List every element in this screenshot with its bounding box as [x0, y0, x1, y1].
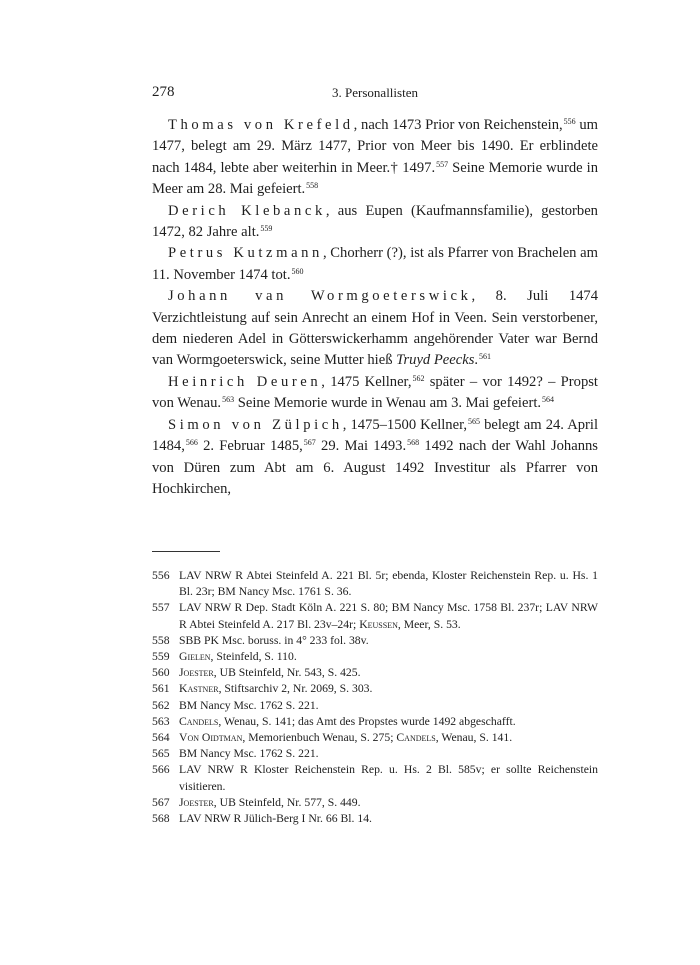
- footnote-text-part: LAV NRW R Jülich-Berg I Nr. 66 Bl. 14.: [179, 812, 372, 826]
- footnote-text-part: , Stiftsarchiv 2, Nr. 2069, S. 303.: [218, 682, 373, 696]
- author-name: Kastner: [179, 682, 219, 696]
- footnote: [152, 698, 598, 714]
- footnote-text: [179, 698, 598, 714]
- page-header: [152, 84, 598, 104]
- footnote-text: [179, 649, 598, 665]
- footnote-number: 565: [152, 747, 170, 761]
- entry-text: belegt am 24. April 1484,: [152, 416, 598, 455]
- author-name: Candels: [179, 714, 219, 728]
- author-name: Gielen: [179, 650, 211, 664]
- footnotes: [152, 568, 598, 827]
- entry-paragraph: [152, 243, 598, 286]
- entry-text: um 1477, belegt am 29. März 1477, Prior von Meer bis 1490. Er erblindete nach 1484, lebte aber weiterhin in Meer.† 1497.: [152, 117, 599, 176]
- entry-text: , 8. Juli 1474 Verzichtleistung auf sein Anrecht an einem Hof in Veen. Sein verstorbener, dem niederen Adel in Götterswickerhamm angehörender Vater war Bernd van Wormgoeterswick, seine Mutter hieß: [152, 288, 599, 369]
- footnote-number: 558: [152, 633, 170, 647]
- footnote-reference: 564: [542, 395, 555, 405]
- footnote-reference: 561: [479, 352, 492, 362]
- entry-text: , Chorherr (?), ist als Pfarrer von Brachelen am 11. November 1474 tot.: [152, 245, 598, 283]
- footnote-reference: 560: [291, 266, 304, 276]
- person-name: Thomas von Krefeld: [168, 117, 354, 133]
- entry-paragraph: [152, 115, 598, 201]
- footnote-number: 563: [152, 714, 170, 728]
- footnote-text: [179, 795, 598, 811]
- footnote-reference: 568: [407, 438, 420, 448]
- footnote-text: [179, 746, 598, 762]
- footnote-text: [179, 730, 598, 746]
- footnote-number: 564: [152, 731, 170, 745]
- footnote: [152, 714, 598, 730]
- entry-text: 2. Februar 1485,: [197, 438, 303, 455]
- footnote-reference: 558: [306, 181, 319, 191]
- footnote-text: [179, 811, 598, 827]
- footnote-text-part: , Memorienbuch Wenau, S. 275;: [242, 731, 397, 745]
- page-number: 278: [152, 84, 175, 100]
- footnote: [152, 681, 598, 697]
- footnote-number: 557: [152, 601, 170, 615]
- footnote: [152, 762, 598, 794]
- footnote-text-part: LAV NRW R Abtei Steinfeld A. 221 Bl. 5r; ebenda, Kloster Reichenstein Rep. u. Hs. 1 Bl. 23r; BM Nancy Msc. 1761 S. 36.: [179, 569, 598, 599]
- footnote: [152, 633, 598, 649]
- entry-text: Seine Memorie wurde in Meer am 28. Mai gefeiert.: [152, 159, 598, 198]
- footnote-reference: 563: [222, 395, 235, 405]
- footnote-text-part: LAV NRW R Kloster Reichenstein Rep. u. Hs. 2 Bl. 585v; er sollte Reichenstein visitieren.: [179, 763, 598, 793]
- footnote: [152, 568, 598, 600]
- footnote: [152, 795, 598, 811]
- entry-text: Seine Memorie wurde in Wenau am 3. Mai gefeiert.: [234, 395, 542, 412]
- footnote-reference: 562: [412, 373, 425, 383]
- author-name: Joester: [179, 795, 214, 809]
- footnote-number: 556: [152, 569, 170, 582]
- entry-text: , aus Eupen (Kaufmannsfamilie), gestorben 1472, 82 Jahre alt.: [152, 202, 598, 241]
- footnote: [152, 730, 598, 746]
- footnote: [152, 649, 598, 665]
- footnote-reference: 557: [436, 159, 449, 169]
- footnote: [152, 811, 598, 827]
- footnote-number: 566: [152, 763, 170, 777]
- footnote-text-part: LAV NRW R Dep. Stadt Köln A. 221 S. 80; BM Nancy Msc. 1758 Bl. 237r; LAV NRW R Abtei Steinfeld A. 217 Bl. 23v–24r;: [179, 601, 598, 631]
- footnote-number: 560: [152, 666, 170, 680]
- person-name: Heinrich Deuren: [168, 373, 322, 390]
- author-name: Joester: [179, 666, 214, 680]
- entry-text: , 1475–1500 Kellner,: [342, 416, 468, 433]
- footnote-text-part: , Wenau, S. 141; das Amt des Propstes wurde 1492 abgeschafft.: [218, 714, 516, 728]
- person-name: Petrus Kutzmann: [168, 245, 323, 262]
- entry-italic-text: Truyd Peecks: [396, 352, 475, 369]
- author-name: Von Oidtman: [179, 731, 243, 745]
- entry-paragraph: [152, 372, 598, 415]
- footnote-reference: 556: [563, 117, 576, 126]
- footnote: [152, 600, 598, 632]
- entry-text: 29. Mai 1493.: [315, 438, 407, 455]
- footnote-text-part: SBB PK Msc. boruss. in 4° 233 fol. 38v.: [179, 633, 369, 647]
- main-text: [152, 115, 598, 500]
- footnote-text-part: BM Nancy Msc. 1762 S. 221.: [179, 698, 319, 712]
- footnote-text-part: , Meer, S. 53.: [397, 617, 461, 631]
- author-name: Keussen: [359, 617, 398, 631]
- footnote-text-part: , Steinfeld, S. 110.: [210, 650, 297, 664]
- footnote-text-part: , Wenau, S. 141.: [435, 731, 513, 745]
- person-name: Simon von Zülpich: [168, 416, 343, 433]
- entry-paragraph: [152, 286, 598, 372]
- footnote-number: 568: [152, 812, 170, 826]
- person-name: Derich Klebanck: [168, 202, 326, 219]
- entry-text: .: [474, 352, 479, 369]
- footnote-reference: 567: [303, 438, 316, 448]
- footnote: [152, 665, 598, 681]
- footnote-text-part: , UB Steinfeld, Nr. 543, S. 425.: [213, 666, 361, 680]
- person-name: Johann van Wormgoeterswick: [168, 288, 472, 305]
- footnote-number: 561: [152, 682, 170, 696]
- footnote-number: 559: [152, 650, 170, 664]
- footnote-text: [179, 681, 598, 697]
- footnote-text: [179, 714, 598, 730]
- footnote-reference: 565: [468, 416, 481, 426]
- footnote-separator: [152, 551, 220, 552]
- footnote-text-part: BM Nancy Msc. 1762 S. 221.: [179, 747, 319, 761]
- footnote: [152, 746, 598, 762]
- entry-paragraph: [152, 201, 598, 244]
- footnote-text: [179, 633, 598, 649]
- footnote-reference: 559: [260, 224, 273, 234]
- footnote-reference: 566: [185, 438, 198, 448]
- entry-text: , 1475 Kellner,: [321, 373, 412, 390]
- entry-text: , nach 1473 Prior von Reichenstein,: [353, 117, 563, 133]
- footnote-number: 562: [152, 698, 170, 712]
- running-title: 3. Personallisten: [332, 85, 418, 100]
- footnote-text: [179, 665, 598, 681]
- entry-text: später – vor 1492? – Propst von Wenau.: [152, 373, 598, 412]
- footnote-text: [179, 762, 598, 794]
- author-name: Candels: [396, 731, 436, 745]
- footnote-number: 567: [152, 795, 170, 809]
- footnote-text: [179, 568, 598, 600]
- entry-text: 1492 nach der Wahl Johanns von Düren zum Abt am 6. August 1492 Investitur als Pfarrer von Hochkirchen,: [152, 438, 598, 497]
- footnote-text-part: , UB Steinfeld, Nr. 577, S. 449.: [213, 795, 361, 809]
- entry-paragraph: [152, 415, 598, 501]
- footnote-text: [179, 600, 598, 632]
